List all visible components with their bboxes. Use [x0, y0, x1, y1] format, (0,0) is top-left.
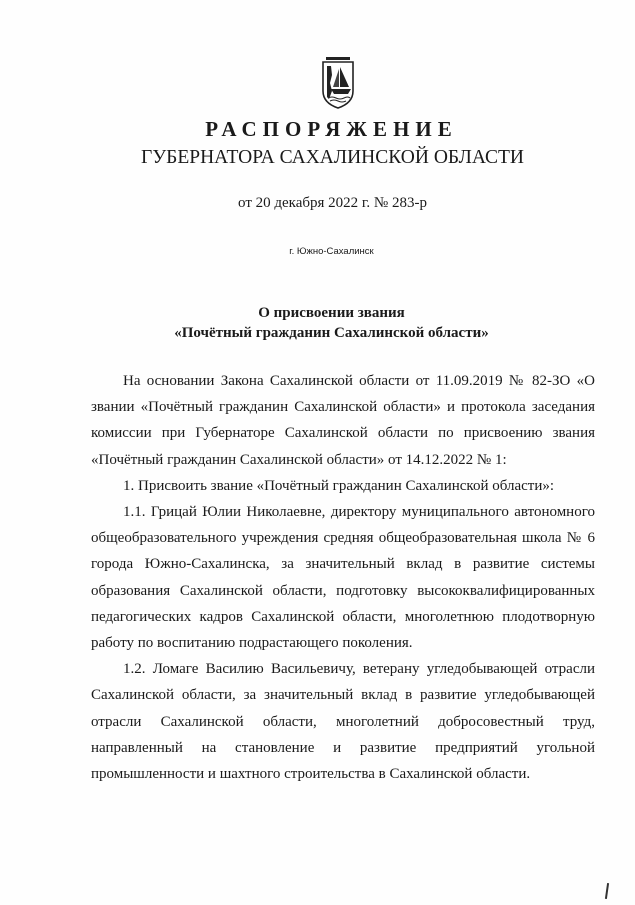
document-subject [0, 303, 635, 343]
document-type-heading: РАСПОРЯЖЕНИЕ [205, 117, 458, 141]
scan-artifact-mark [605, 883, 609, 899]
body-paragraph-item-1-2: 1.2. Ломаге Василию Васильевичу, ветерану угледобывающей отрасли Сахалинской области, за значительный вклад в развитие угледобывающей отрасли Сахалинской области, многолетний добросовестный труд, направленный на становление и развитие предприятий угольной промышленности и шахтного строительства в Сахалинской области. [91, 661, 595, 783]
body-paragraph-item-1: 1. Присвоить звание «Почётный гражданин Сахалинской области»: [123, 477, 555, 494]
subject-line-2: «Почётный гражданин Сахалинской области» [174, 325, 489, 341]
sakhalin-coat-of-arms-icon [318, 57, 358, 109]
body-paragraph-basis: На основании Закона Сахалинской области от 11.09.2019 № 82-ЗО «О звании «Почётный гражданин Сахалинской области» и протокола заседания комиссии при Губернаторе Сахалинской области по присвоению звания «Почётный гражданин Сахалинской области» от 14.12.2022 № 1: [91, 373, 595, 468]
document-body [91, 368, 595, 787]
document-city: г. Южно-Сахалинск [289, 246, 374, 257]
subject-line-1: О присвоении звания [258, 305, 405, 321]
body-paragraph-item-1-1: 1.1. Грицай Юлии Николаевне, директору муниципального автономного общеобразовательного учреждения средняя общеобразовательная школа № 6 города Южно-Сахалинска, за значительный вклад в развитие системы образования Сахалинской области, подготовку высококвалифицированных педагогических кадров Сахалинской области, многолетнюю плодотворную работу по воспитанию подрастающего поколения. [91, 504, 595, 652]
document-issuer: ГУБЕРНАТОРА САХАЛИНСКОЙ ОБЛАСТИ [141, 147, 524, 168]
document-date-number: от 20 декабря 2022 г. № 283-р [238, 195, 427, 211]
